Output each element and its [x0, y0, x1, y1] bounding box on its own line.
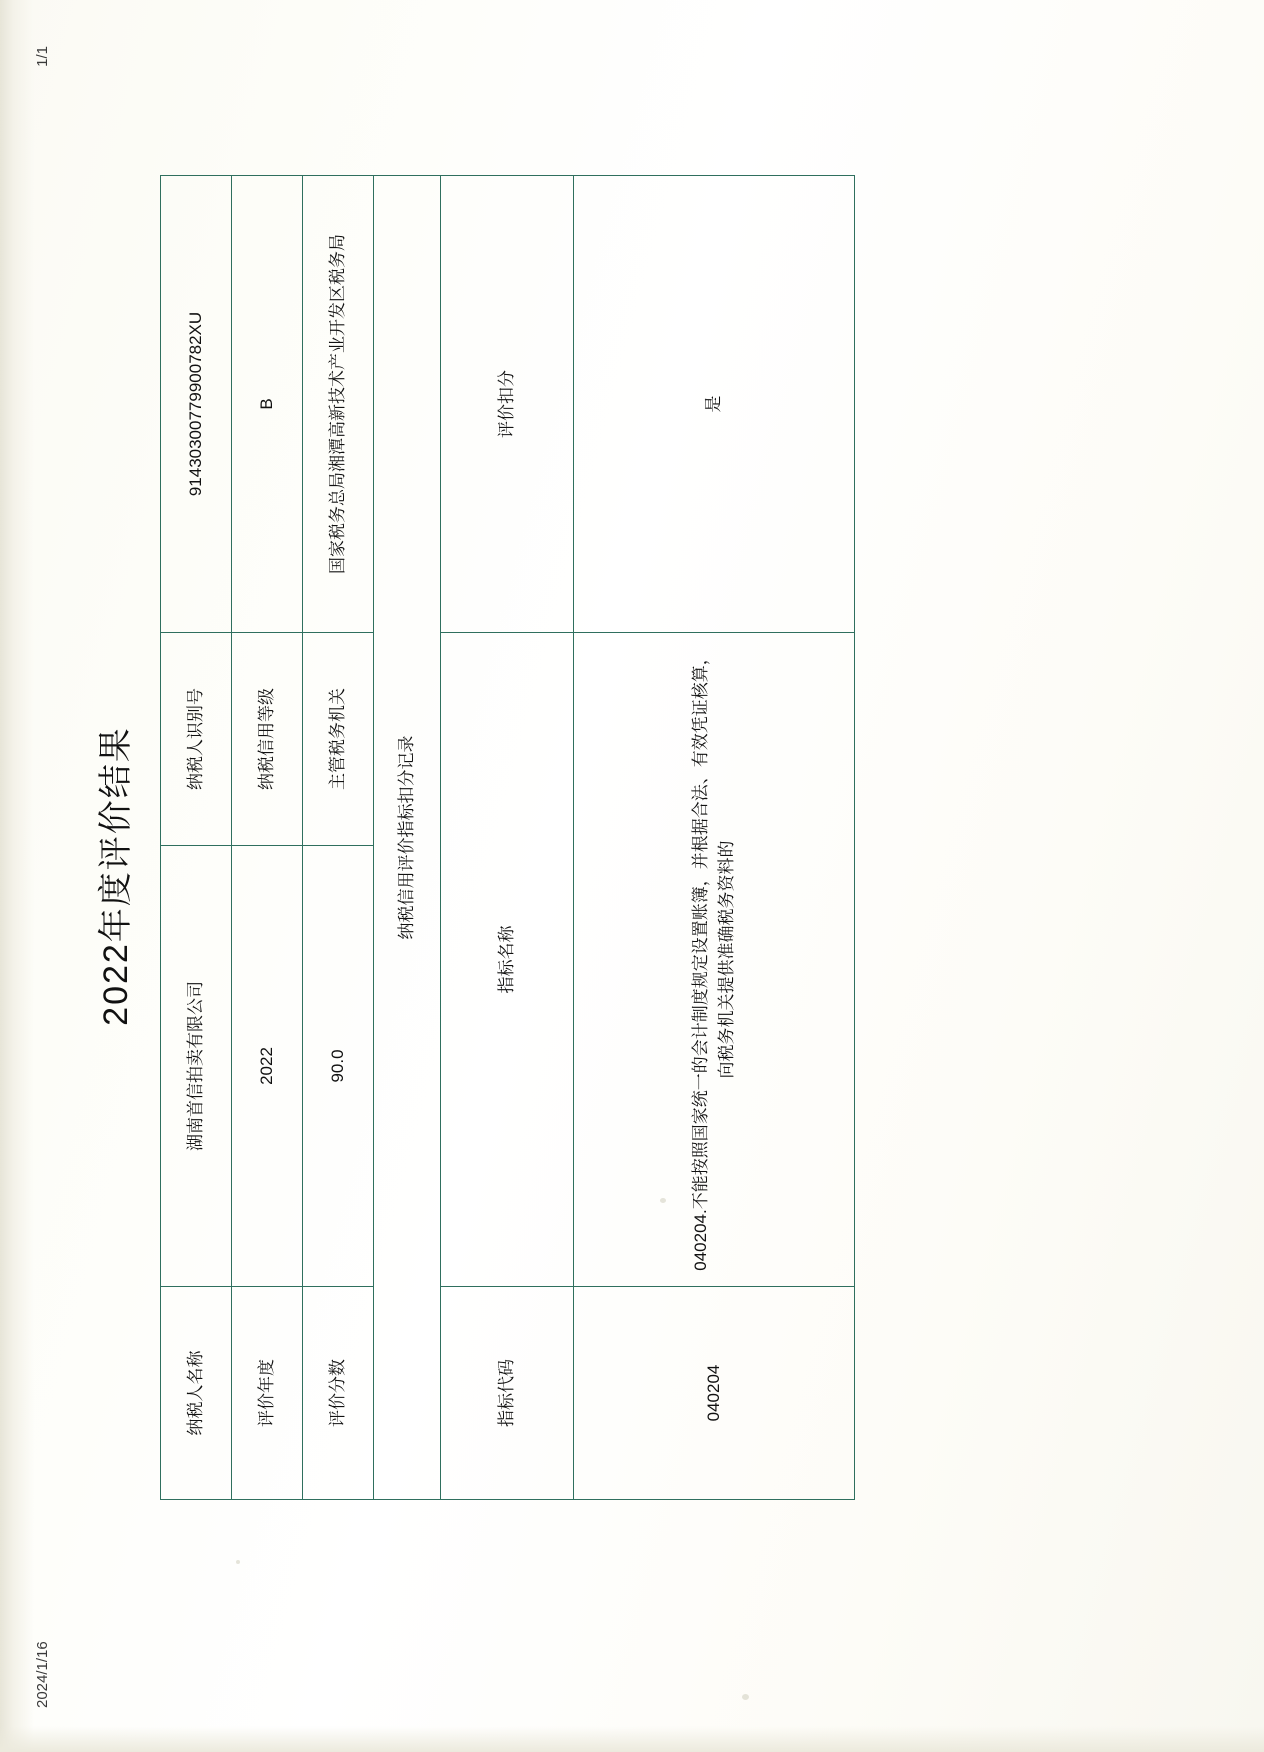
page-title: 2022年度评价结果 [97, 726, 135, 1026]
indicator-name-header: 指标名称 [441, 633, 574, 1287]
taxpayer-name-label: 纳税人名称 [161, 1287, 232, 1500]
deduction-value: 是 [574, 176, 855, 633]
tax-authority-label: 主管税务机关 [303, 633, 374, 846]
taxpayer-id-label: 纳税人识别号 [161, 633, 232, 846]
evaluation-score-label: 评价分数 [303, 1287, 374, 1500]
indicator-name-value: 040204.不能按照国家统一的会计制度规定设置账簿，并根据合法、有效凭证核算，向税务机关提供准确税务资料的 [574, 633, 855, 1287]
credit-level-value: B [232, 176, 303, 633]
evaluation-year-value: 2022 [232, 846, 303, 1287]
credit-level-label: 纳税信用等级 [232, 633, 303, 846]
table-row [161, 176, 232, 1500]
evaluation-result-table-wrapper [160, 234, 855, 1500]
scan-date: 2024/1/16 [34, 1641, 51, 1708]
evaluation-score-value: 90.0 [303, 846, 374, 1287]
indicator-code-value: 040204 [574, 1287, 855, 1500]
evaluation-result-table [160, 175, 855, 1500]
evaluation-year-label: 评价年度 [232, 1287, 303, 1500]
table-row [232, 176, 303, 1500]
table-row [441, 176, 574, 1500]
deduction-header: 评价扣分 [441, 176, 574, 633]
tax-authority-value: 国家税务总局湘潭高新技术产业开发区税务局 [303, 176, 374, 633]
taxpayer-id-value: 91430300779900782XU [161, 176, 232, 633]
deduction-record-section-title: 纳税信用评价指标扣分记录 [374, 176, 441, 1500]
indicator-code-header: 指标代码 [441, 1287, 574, 1500]
table-row [303, 176, 374, 1500]
page-indicator: 1/1 [34, 46, 51, 67]
table-row [574, 176, 855, 1500]
table-row [374, 176, 441, 1500]
taxpayer-name-value: 湖南首信拍卖有限公司 [161, 846, 232, 1287]
